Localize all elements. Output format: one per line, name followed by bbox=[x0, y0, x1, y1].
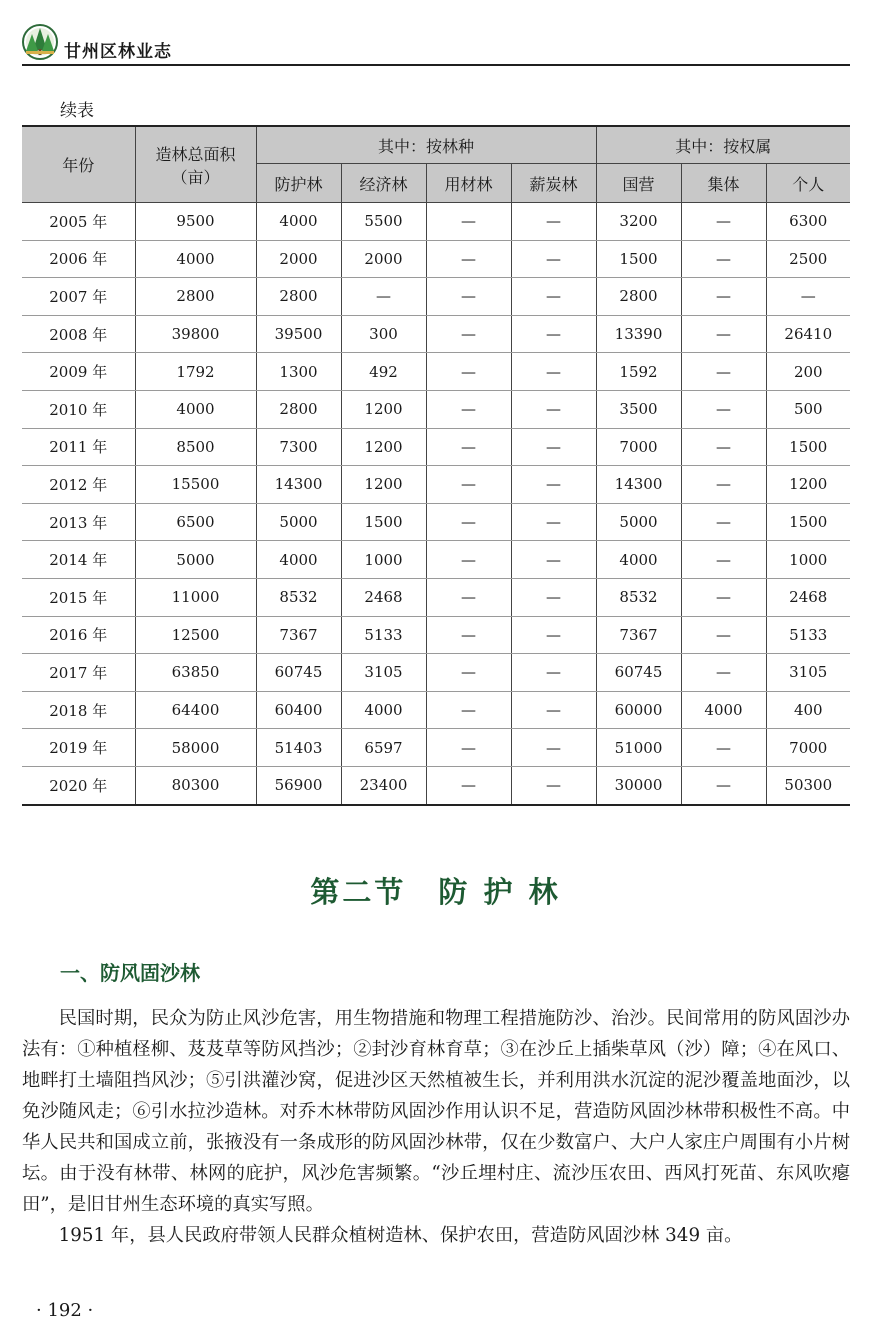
value-cell: — bbox=[341, 278, 426, 316]
value-cell: 1500 bbox=[596, 240, 681, 278]
value-cell: — bbox=[511, 541, 596, 579]
table-row bbox=[22, 240, 850, 278]
value-cell: 2800 bbox=[256, 278, 341, 316]
value-cell: — bbox=[426, 203, 511, 241]
value-cell: — bbox=[681, 390, 766, 428]
value-cell: — bbox=[426, 766, 511, 804]
value-cell: 200 bbox=[766, 353, 850, 391]
value-cell: — bbox=[681, 616, 766, 654]
value-cell: — bbox=[511, 616, 596, 654]
value-cell: — bbox=[681, 503, 766, 541]
year-cell: 2009 年 bbox=[22, 353, 135, 391]
value-cell: 4000 bbox=[135, 390, 256, 428]
value-cell: 64400 bbox=[135, 691, 256, 729]
body-text bbox=[22, 1003, 850, 1251]
value-cell: 3500 bbox=[596, 390, 681, 428]
header-total-area-line2: （亩） bbox=[171, 167, 220, 187]
page-number: · 192 · bbox=[36, 1300, 94, 1321]
value-cell: 23400 bbox=[341, 766, 426, 804]
header-state-owned: 国营 bbox=[596, 164, 681, 203]
year-cell: 2018 年 bbox=[22, 691, 135, 729]
value-cell: 1200 bbox=[341, 390, 426, 428]
value-cell: — bbox=[681, 278, 766, 316]
value-cell: 50300 bbox=[766, 766, 850, 804]
afforestation-table bbox=[22, 125, 850, 806]
value-cell: — bbox=[766, 278, 850, 316]
table-row bbox=[22, 541, 850, 579]
value-cell: 12500 bbox=[135, 616, 256, 654]
value-cell: — bbox=[511, 240, 596, 278]
value-cell: — bbox=[511, 390, 596, 428]
value-cell: 2800 bbox=[135, 278, 256, 316]
year-cell: 2010 年 bbox=[22, 390, 135, 428]
value-cell: — bbox=[426, 353, 511, 391]
value-cell: 1592 bbox=[596, 353, 681, 391]
value-cell: — bbox=[426, 578, 511, 616]
header-protective-forest: 防护林 bbox=[256, 164, 341, 203]
year-cell: 2011 年 bbox=[22, 428, 135, 466]
value-cell: 1000 bbox=[341, 541, 426, 579]
value-cell: 9500 bbox=[135, 203, 256, 241]
header-collective: 集体 bbox=[681, 164, 766, 203]
value-cell: 1300 bbox=[256, 353, 341, 391]
value-cell: — bbox=[681, 541, 766, 579]
value-cell: 4000 bbox=[135, 240, 256, 278]
value-cell: 56900 bbox=[256, 766, 341, 804]
table-row bbox=[22, 428, 850, 466]
value-cell: — bbox=[426, 240, 511, 278]
value-cell: — bbox=[681, 578, 766, 616]
value-cell: 2468 bbox=[341, 578, 426, 616]
value-cell: — bbox=[681, 428, 766, 466]
value-cell: 1200 bbox=[341, 428, 426, 466]
value-cell: 60400 bbox=[256, 691, 341, 729]
section-title: 第二节 防 护 林 bbox=[310, 875, 561, 909]
value-cell: — bbox=[511, 578, 596, 616]
header-total-area-line1: 造林总面积 bbox=[155, 144, 236, 164]
header-economic-forest: 经济林 bbox=[341, 164, 426, 203]
value-cell: 4000 bbox=[681, 691, 766, 729]
value-cell: 300 bbox=[341, 315, 426, 353]
value-cell: 14300 bbox=[256, 466, 341, 504]
value-cell: 2800 bbox=[256, 390, 341, 428]
value-cell: — bbox=[681, 353, 766, 391]
value-cell: 6300 bbox=[766, 203, 850, 241]
table-row bbox=[22, 766, 850, 804]
value-cell: 39500 bbox=[256, 315, 341, 353]
value-cell: — bbox=[511, 729, 596, 767]
value-cell: 1200 bbox=[341, 466, 426, 504]
value-cell: 6500 bbox=[135, 503, 256, 541]
value-cell: 30000 bbox=[596, 766, 681, 804]
table-row bbox=[22, 691, 850, 729]
value-cell: — bbox=[681, 315, 766, 353]
value-cell: — bbox=[681, 766, 766, 804]
value-cell: 1000 bbox=[766, 541, 850, 579]
value-cell: 4000 bbox=[341, 691, 426, 729]
header-total-area bbox=[135, 126, 256, 203]
value-cell: — bbox=[681, 466, 766, 504]
year-cell: 2020 年 bbox=[22, 766, 135, 804]
value-cell: 2000 bbox=[256, 240, 341, 278]
value-cell: 6597 bbox=[341, 729, 426, 767]
value-cell: 5133 bbox=[341, 616, 426, 654]
table-row bbox=[22, 729, 850, 767]
value-cell: 5133 bbox=[766, 616, 850, 654]
value-cell: 1500 bbox=[766, 503, 850, 541]
value-cell: 5500 bbox=[341, 203, 426, 241]
year-cell: 2019 年 bbox=[22, 729, 135, 767]
value-cell: — bbox=[681, 654, 766, 692]
table-row bbox=[22, 616, 850, 654]
value-cell: 60745 bbox=[256, 654, 341, 692]
value-cell: 2500 bbox=[766, 240, 850, 278]
value-cell: — bbox=[511, 353, 596, 391]
value-cell: — bbox=[426, 691, 511, 729]
value-cell: 492 bbox=[341, 353, 426, 391]
value-cell: 7000 bbox=[766, 729, 850, 767]
value-cell: 58000 bbox=[135, 729, 256, 767]
year-cell: 2017 年 bbox=[22, 654, 135, 692]
value-cell: 39800 bbox=[135, 315, 256, 353]
value-cell: 8500 bbox=[135, 428, 256, 466]
table-row bbox=[22, 315, 850, 353]
year-cell: 2008 年 bbox=[22, 315, 135, 353]
value-cell: — bbox=[426, 541, 511, 579]
value-cell: 3105 bbox=[766, 654, 850, 692]
value-cell: — bbox=[511, 278, 596, 316]
table-row bbox=[22, 203, 850, 241]
year-cell: 2007 年 bbox=[22, 278, 135, 316]
year-cell: 2005 年 bbox=[22, 203, 135, 241]
value-cell: — bbox=[426, 428, 511, 466]
value-cell: 63850 bbox=[135, 654, 256, 692]
value-cell: — bbox=[681, 203, 766, 241]
value-cell: 80300 bbox=[135, 766, 256, 804]
value-cell: 7000 bbox=[596, 428, 681, 466]
value-cell: 1500 bbox=[341, 503, 426, 541]
value-cell: — bbox=[511, 654, 596, 692]
value-cell: 500 bbox=[766, 390, 850, 428]
value-cell: — bbox=[426, 278, 511, 316]
value-cell: 26410 bbox=[766, 315, 850, 353]
value-cell: 400 bbox=[766, 691, 850, 729]
value-cell: — bbox=[511, 428, 596, 466]
value-cell: 51403 bbox=[256, 729, 341, 767]
value-cell: — bbox=[681, 729, 766, 767]
book-title: 甘州区林业志 bbox=[64, 42, 172, 62]
value-cell: — bbox=[511, 691, 596, 729]
value-cell: — bbox=[426, 466, 511, 504]
header-individual: 个人 bbox=[766, 164, 850, 203]
value-cell: 2800 bbox=[596, 278, 681, 316]
page-header bbox=[22, 24, 850, 66]
value-cell: 4000 bbox=[256, 541, 341, 579]
value-cell: 2468 bbox=[766, 578, 850, 616]
value-cell: — bbox=[426, 654, 511, 692]
subsection-title: 一、防风固沙林 bbox=[60, 961, 200, 985]
table-row bbox=[22, 466, 850, 504]
header-timber-forest: 用材林 bbox=[426, 164, 511, 203]
value-cell: 1500 bbox=[766, 428, 850, 466]
value-cell: 5000 bbox=[596, 503, 681, 541]
header-group-species: 其中：按林种 bbox=[256, 126, 596, 164]
value-cell: 8532 bbox=[596, 578, 681, 616]
value-cell: — bbox=[511, 203, 596, 241]
value-cell: — bbox=[426, 390, 511, 428]
value-cell: 4000 bbox=[256, 203, 341, 241]
value-cell: 8532 bbox=[256, 578, 341, 616]
value-cell: — bbox=[511, 503, 596, 541]
table-body bbox=[22, 203, 850, 805]
table-row bbox=[22, 390, 850, 428]
year-cell: 2015 年 bbox=[22, 578, 135, 616]
year-cell: 2014 年 bbox=[22, 541, 135, 579]
table-row bbox=[22, 353, 850, 391]
value-cell: 13390 bbox=[596, 315, 681, 353]
value-cell: 15500 bbox=[135, 466, 256, 504]
value-cell: — bbox=[426, 315, 511, 353]
forest-logo-icon bbox=[22, 24, 58, 60]
value-cell: 4000 bbox=[596, 541, 681, 579]
value-cell: 14300 bbox=[596, 466, 681, 504]
value-cell: — bbox=[426, 729, 511, 767]
year-cell: 2013 年 bbox=[22, 503, 135, 541]
table-row bbox=[22, 278, 850, 316]
value-cell: — bbox=[426, 503, 511, 541]
value-cell: 3105 bbox=[341, 654, 426, 692]
header-group-ownership: 其中：按权属 bbox=[596, 126, 850, 164]
value-cell: 3200 bbox=[596, 203, 681, 241]
value-cell: 5000 bbox=[135, 541, 256, 579]
header-year: 年份 bbox=[22, 126, 135, 203]
year-cell: 2016 年 bbox=[22, 616, 135, 654]
value-cell: — bbox=[511, 766, 596, 804]
value-cell: 5000 bbox=[256, 503, 341, 541]
continued-table-label: 续表 bbox=[60, 101, 94, 121]
value-cell: 7367 bbox=[596, 616, 681, 654]
value-cell: 51000 bbox=[596, 729, 681, 767]
value-cell: 1792 bbox=[135, 353, 256, 391]
value-cell: — bbox=[426, 616, 511, 654]
header-fuel-forest: 薪炭林 bbox=[511, 164, 596, 203]
year-cell: 2012 年 bbox=[22, 466, 135, 504]
table-row bbox=[22, 654, 850, 692]
value-cell: 7300 bbox=[256, 428, 341, 466]
table-row bbox=[22, 503, 850, 541]
value-cell: — bbox=[511, 315, 596, 353]
value-cell: 2000 bbox=[341, 240, 426, 278]
year-cell: 2006 年 bbox=[22, 240, 135, 278]
paragraph: 民国时期，民众为防止风沙危害，用生物措施和物理工程措施防沙、治沙。民间常用的防风固沙办法有：①种植柽柳、芨芨草等防风挡沙；②封沙育林育草；③在沙丘上插柴草风（沙）障；④在风口、地畔打土墙阻挡风沙；⑤引洪灌沙窝，促进沙区天然植被生长，并利用洪水沉淀的泥沙覆盖地面沙，以免沙随风走；⑥引水拉沙造林。对乔木林带防风固沙作用认识不足，营造防风固沙林带积极性不高。中华人民共和国成立前，张掖没有一条成形的防风固沙林带，仅在少数富户、大户人家庄户周围有小片树坛。由于没有林带、林网的庇护，风沙危害频繁。“沙丘埋村庄、流沙压农田、西风打死苗、东风吹瘪田”，是旧甘州生态环境的真实写照。 bbox=[22, 1008, 850, 1215]
value-cell: — bbox=[681, 240, 766, 278]
value-cell: 1200 bbox=[766, 466, 850, 504]
value-cell: 7367 bbox=[256, 616, 341, 654]
table-row bbox=[22, 578, 850, 616]
value-cell: 60745 bbox=[596, 654, 681, 692]
value-cell: 11000 bbox=[135, 578, 256, 616]
value-cell: — bbox=[511, 466, 596, 504]
value-cell: 60000 bbox=[596, 691, 681, 729]
paragraph: 1951 年，县人民政府带领人民群众植树造林、保护农田，营造防风固沙林 349 亩。 bbox=[58, 1225, 743, 1246]
